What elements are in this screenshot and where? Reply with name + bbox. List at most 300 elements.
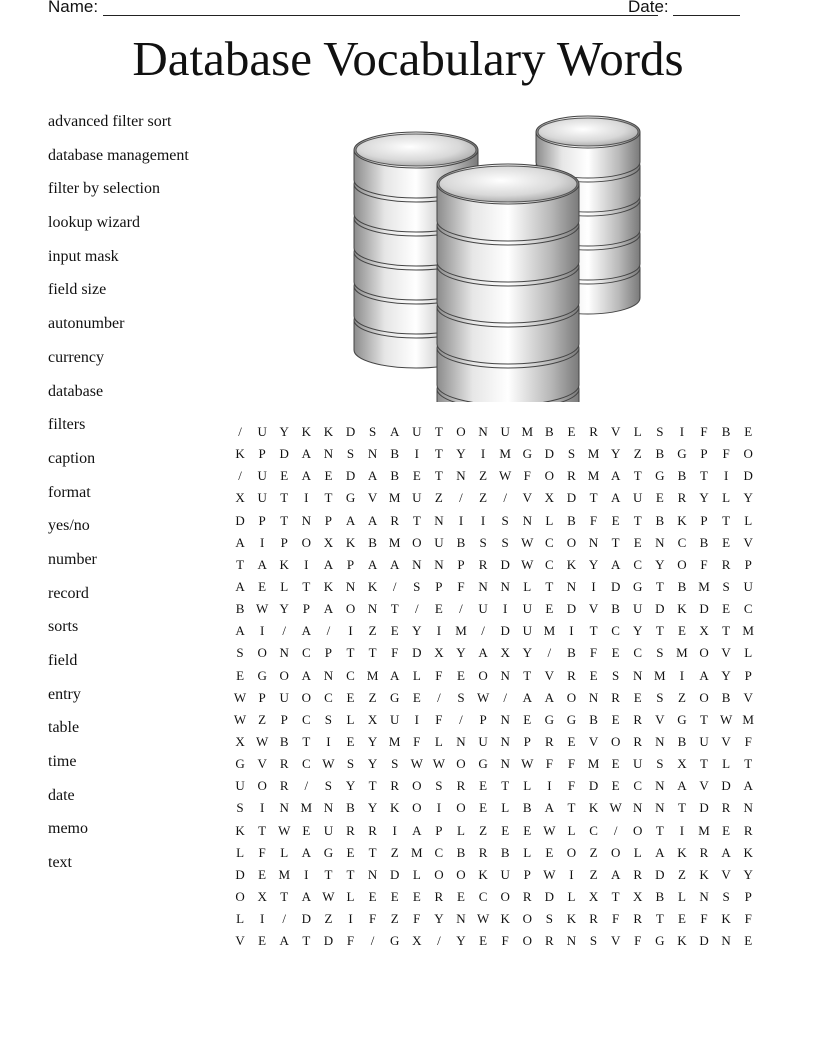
- grid-cell: A: [323, 601, 334, 617]
- grid-cell: W: [521, 556, 534, 572]
- grid-cell: N: [500, 667, 510, 683]
- word-list-item: filters: [48, 416, 86, 434]
- grid-cell: W: [609, 800, 622, 816]
- grid-cell: Z: [479, 822, 488, 838]
- grid-cell: /: [304, 778, 309, 794]
- grid-cell: O: [522, 911, 532, 927]
- grid-cell: O: [743, 446, 753, 462]
- grid-row: [229, 886, 759, 908]
- grid-cell: O: [412, 534, 422, 550]
- word-list-item: record: [48, 584, 89, 602]
- grid-cell: G: [323, 844, 334, 860]
- grid-cell: W: [322, 889, 335, 905]
- grid-cell: T: [258, 822, 267, 838]
- grid-cell: D: [699, 601, 709, 617]
- grid-cell: K: [677, 933, 687, 949]
- grid-cell: G: [390, 933, 400, 949]
- grid-cell: V: [588, 601, 599, 617]
- grid-cell: I: [679, 822, 685, 838]
- grid-cell: A: [257, 556, 267, 572]
- grid-cell: M: [455, 623, 467, 639]
- grid-cell: E: [567, 424, 576, 440]
- grid-cell: F: [435, 711, 443, 727]
- grid-cell: O: [279, 667, 289, 683]
- grid-cell: /: [238, 424, 242, 440]
- grid-cell: K: [566, 556, 577, 572]
- grid-cell: W: [256, 601, 269, 617]
- grid-cell: N: [323, 446, 334, 462]
- grid-cell: L: [346, 889, 355, 905]
- grid-cell: R: [721, 556, 731, 572]
- grid-cell: C: [611, 623, 620, 639]
- grid-cell: E: [655, 490, 664, 506]
- grid-cell: N: [633, 800, 643, 816]
- grid-cell: B: [699, 534, 709, 550]
- word-list-item: database management: [48, 146, 189, 164]
- grid-cell: N: [699, 889, 709, 905]
- grid-cell: F: [722, 446, 730, 462]
- grid-cell: D: [610, 579, 621, 595]
- grid-cell: L: [236, 911, 245, 927]
- grid-cell: W: [278, 822, 291, 838]
- grid-cell: C: [743, 601, 753, 617]
- grid-cell: F: [700, 911, 708, 927]
- grid-cell: Y: [412, 623, 422, 639]
- grid-row: [229, 642, 759, 664]
- grid-cell: E: [744, 424, 753, 440]
- grid-cell: /: [503, 689, 507, 705]
- grid-cell: B: [567, 645, 576, 661]
- grid-cell: X: [257, 889, 267, 905]
- grid-row: [229, 797, 759, 819]
- grid-row: [229, 510, 759, 532]
- grid-cell: G: [235, 756, 245, 772]
- grid-cell: M: [388, 734, 401, 750]
- grid-cell: E: [434, 601, 443, 617]
- grid-cell: E: [258, 866, 267, 882]
- grid-cell: I: [414, 711, 419, 727]
- grid-cell: T: [523, 667, 532, 683]
- word-list-item: table: [48, 719, 80, 737]
- grid-cell: B: [589, 711, 598, 727]
- grid-cell: D: [412, 645, 422, 661]
- grid-cell: K: [500, 911, 510, 927]
- grid-cell: L: [567, 889, 576, 905]
- grid-cell: L: [523, 778, 532, 794]
- grid-cell: X: [412, 933, 422, 949]
- grid-cell: W: [476, 689, 490, 705]
- grid-cell: O: [257, 778, 267, 794]
- grid-cell: X: [544, 490, 555, 506]
- grid-cell: T: [655, 579, 664, 595]
- grid-cell: F: [346, 933, 355, 949]
- grid-cell: /: [437, 689, 441, 705]
- grid-cell: U: [633, 756, 643, 772]
- grid-cell: D: [500, 556, 510, 572]
- grid-cell: A: [367, 468, 378, 484]
- grid-cell: T: [655, 623, 664, 639]
- grid-cell: E: [258, 579, 267, 595]
- grid-cell: M: [742, 623, 754, 639]
- grid-cell: Z: [479, 468, 488, 484]
- grid-cell: B: [500, 844, 510, 860]
- grid-cell: L: [280, 579, 289, 595]
- grid-cell: K: [677, 512, 687, 528]
- grid-cell: N: [522, 512, 532, 528]
- grid-cell: U: [633, 601, 643, 617]
- grid-cell: O: [434, 866, 444, 882]
- grid-cell: P: [700, 446, 708, 462]
- grid-cell: P: [523, 734, 531, 750]
- grid-cell: N: [434, 556, 444, 572]
- grid-cell: X: [633, 889, 643, 905]
- grid-cell: E: [457, 889, 465, 905]
- grid-cell: A: [390, 424, 400, 440]
- grid-cell: X: [323, 534, 334, 550]
- grid-cell: O: [301, 534, 312, 550]
- grid-cell: R: [633, 711, 643, 727]
- grid-cell: M: [300, 800, 313, 816]
- grid-cell: F: [501, 933, 509, 949]
- grid-cell: /: [613, 822, 618, 838]
- grid-cell: G: [544, 711, 555, 727]
- grid-cell: F: [413, 734, 421, 750]
- grid-cell: T: [744, 756, 753, 772]
- grid-cell: M: [742, 711, 754, 727]
- grid-cell: E: [567, 734, 576, 750]
- grid-cell: N: [323, 800, 334, 816]
- grid-cell: Y: [279, 601, 289, 617]
- grid-cell: B: [655, 446, 665, 462]
- grid-cell: N: [367, 866, 378, 882]
- grid-cell: E: [633, 534, 642, 550]
- grid-cell: G: [677, 711, 687, 727]
- grid-cell: T: [280, 490, 289, 506]
- grid-cell: D: [345, 424, 356, 440]
- grid-cell: U: [522, 601, 532, 617]
- grid-cell: C: [589, 822, 598, 838]
- grid-cell: R: [589, 424, 598, 440]
- grid-cell: F: [545, 756, 553, 772]
- grid-cell: P: [479, 711, 487, 727]
- grid-cell: I: [547, 778, 552, 794]
- date-line: [673, 15, 740, 16]
- grid-cell: K: [721, 911, 731, 927]
- grid-cell: N: [434, 512, 444, 528]
- grid-row: [229, 554, 759, 576]
- grid-cell: F: [589, 645, 598, 661]
- grid-cell: /: [326, 623, 331, 639]
- grid-cell: D: [544, 446, 555, 462]
- grid-cell: X: [677, 756, 687, 772]
- grid-cell: T: [700, 711, 708, 727]
- grid-cell: O: [633, 822, 643, 838]
- grid-cell: M: [654, 667, 666, 683]
- grid-cell: N: [655, 778, 665, 794]
- grid-cell: P: [280, 534, 288, 550]
- grid-cell: G: [633, 579, 643, 595]
- grid-cell: R: [346, 822, 355, 838]
- grid-cell: M: [278, 866, 291, 882]
- grid-cell: U: [478, 734, 488, 750]
- grid-cell: B: [655, 512, 665, 528]
- grid-cell: S: [656, 424, 664, 440]
- grid-cell: F: [567, 756, 576, 772]
- grid-cell: P: [324, 512, 333, 528]
- grid-cell: C: [633, 556, 643, 572]
- grid-cell: M: [388, 490, 401, 506]
- grid-cell: N: [456, 468, 466, 484]
- grid-cell: R: [721, 800, 731, 816]
- grid-cell: P: [744, 889, 752, 905]
- grid-cell: L: [412, 667, 421, 683]
- grid-cell: P: [744, 556, 752, 572]
- grid-cell: W: [410, 756, 423, 772]
- grid-cell: E: [302, 822, 311, 838]
- grid-cell: W: [499, 468, 512, 484]
- grid-cell: S: [656, 756, 664, 772]
- grid-cell: O: [478, 667, 488, 683]
- grid-cell: T: [722, 623, 731, 639]
- grid-cell: L: [412, 866, 421, 882]
- grid-cell: O: [610, 734, 621, 750]
- grid-cell: D: [566, 490, 577, 506]
- grid-cell: /: [459, 490, 463, 506]
- grid-cell: K: [699, 866, 709, 882]
- grid-cell: O: [235, 889, 245, 905]
- grid-cell: W: [521, 756, 534, 772]
- grid-cell: E: [412, 689, 421, 705]
- grid-cell: A: [610, 490, 621, 506]
- grid-cell: G: [478, 756, 488, 772]
- grid-cell: S: [501, 534, 509, 550]
- grid-cell: Z: [390, 911, 399, 927]
- grid-cell: S: [656, 689, 664, 705]
- grid-cell: E: [457, 667, 465, 683]
- grid-cell: F: [744, 911, 752, 927]
- grid-cell: Y: [456, 446, 466, 462]
- grid-cell: N: [345, 579, 356, 595]
- grid-cell: A: [743, 778, 753, 794]
- grid-cell: B: [279, 734, 289, 750]
- grid-cell: N: [279, 645, 289, 661]
- grid-cell: M: [698, 822, 710, 838]
- grid-cell: L: [545, 512, 554, 528]
- grid-cell: L: [722, 756, 731, 772]
- grid-cell: N: [721, 933, 731, 949]
- word-list-item: time: [48, 753, 77, 771]
- grid-cell: P: [346, 556, 355, 572]
- grid-cell: E: [280, 468, 289, 484]
- grid-cell: B: [677, 468, 687, 484]
- grid-cell: C: [633, 645, 643, 661]
- grid-cell: O: [412, 800, 422, 816]
- grid-cell: T: [633, 468, 642, 484]
- grid-cell: O: [301, 689, 312, 705]
- grid-cell: /: [459, 601, 463, 617]
- grid-cell: F: [700, 556, 708, 572]
- grid-cell: R: [589, 911, 598, 927]
- grid-cell: T: [236, 556, 245, 572]
- grid-cell: X: [699, 623, 709, 639]
- disk-top: [538, 118, 638, 146]
- grid-cell: G: [390, 689, 400, 705]
- word-list-item: filter by selection: [48, 180, 160, 198]
- grid-cell: C: [346, 667, 355, 683]
- grid-cell: N: [588, 689, 599, 705]
- grid-row: [229, 532, 759, 554]
- grid-cell: O: [566, 534, 577, 550]
- grid-cell: W: [543, 822, 556, 838]
- grid-cell: N: [301, 512, 312, 528]
- grid-cell: F: [435, 667, 443, 683]
- grid-cell: R: [633, 866, 643, 882]
- grid-cell: W: [233, 711, 247, 727]
- grid-cell: A: [301, 623, 312, 639]
- grid-cell: U: [633, 490, 643, 506]
- word-list-item: field: [48, 652, 78, 669]
- grid-cell: D: [721, 778, 731, 794]
- grid-cell: S: [435, 778, 443, 794]
- grid-cell: V: [544, 667, 555, 683]
- grid-cell: Y: [655, 556, 665, 572]
- grid-cell: C: [324, 689, 333, 705]
- database-stack-icon: [350, 110, 650, 402]
- grid-cell: U: [500, 424, 510, 440]
- grid-cell: A: [412, 822, 422, 838]
- grid-cell: R: [478, 844, 488, 860]
- grid-cell: E: [258, 933, 267, 949]
- grid-cell: T: [368, 844, 377, 860]
- grid-cell: T: [589, 623, 598, 639]
- grid-cell: R: [743, 822, 753, 838]
- grid-cell: U: [279, 689, 289, 705]
- grid-cell: Y: [699, 490, 709, 506]
- grid-cell: V: [721, 734, 731, 750]
- grid-cell: E: [501, 822, 510, 838]
- grid-cell: M: [543, 623, 556, 639]
- grid-cell: L: [633, 844, 642, 860]
- grid-cell: R: [567, 667, 576, 683]
- grid-cell: X: [434, 645, 444, 661]
- grid-cell: L: [434, 734, 443, 750]
- grid-cell: I: [259, 534, 265, 550]
- grid-cell: G: [522, 446, 532, 462]
- grid-cell: V: [655, 711, 665, 727]
- grid-row: [229, 842, 759, 864]
- grid-cell: K: [478, 866, 488, 882]
- grid-cell: S: [368, 424, 377, 440]
- grid-cell: T: [302, 933, 311, 949]
- grid-cell: S: [545, 911, 553, 927]
- grid-cell: M: [676, 645, 688, 661]
- grid-cell: K: [279, 556, 289, 572]
- grid-cell: C: [301, 711, 311, 727]
- grid-cell: B: [721, 689, 731, 705]
- grid-row: [229, 731, 759, 753]
- grid-row: [229, 598, 759, 620]
- grid-row: [229, 775, 759, 797]
- grid-cell: N: [655, 800, 665, 816]
- grid-cell: V: [699, 778, 709, 794]
- grid-cell: A: [301, 889, 312, 905]
- grid-cell: V: [588, 734, 599, 750]
- grid-cell: T: [280, 512, 289, 528]
- grid-row: [229, 930, 759, 952]
- grid-cell: T: [324, 490, 333, 506]
- word-list-item: field size: [48, 281, 107, 299]
- grid-cell: G: [566, 711, 577, 727]
- grid-cell: P: [258, 689, 266, 705]
- grid-cell: T: [700, 756, 708, 772]
- grid-cell: X: [500, 645, 510, 661]
- grid-cell: O: [456, 800, 466, 816]
- grid-cell: E: [368, 889, 377, 905]
- grid-cell: N: [456, 911, 466, 927]
- grid-cell: E: [390, 623, 399, 639]
- grid-cell: A: [235, 623, 245, 639]
- grid-cell: D: [699, 800, 709, 816]
- grid-cell: Y: [610, 446, 621, 462]
- grid-cell: T: [302, 734, 311, 750]
- grid-cell: /: [503, 490, 507, 506]
- grid-cell: E: [722, 534, 731, 550]
- grid-cell: E: [236, 667, 245, 683]
- grid-cell: O: [677, 556, 687, 572]
- grid-cell: N: [588, 534, 599, 550]
- grid-cell: B: [677, 579, 687, 595]
- grid-cell: K: [301, 424, 312, 440]
- grid-cell: Z: [589, 866, 598, 882]
- grid-cell: E: [611, 645, 620, 661]
- grid-cell: Y: [345, 778, 356, 794]
- grid-cell: S: [722, 579, 730, 595]
- grid-cell: Z: [589, 844, 598, 860]
- grid-row: [229, 820, 759, 842]
- grid-cell: K: [677, 601, 687, 617]
- grid-cell: U: [434, 534, 444, 550]
- word-list-item: currency: [48, 348, 104, 366]
- grid-cell: R: [478, 556, 488, 572]
- grid-cell: I: [503, 601, 508, 617]
- grid-cell: U: [478, 601, 488, 617]
- grid-cell: Y: [367, 800, 378, 816]
- grid-cell: X: [588, 889, 599, 905]
- grid-cell: T: [434, 446, 443, 462]
- grid-cell: P: [523, 866, 531, 882]
- grid-cell: O: [566, 844, 577, 860]
- grid-cell: L: [567, 822, 576, 838]
- grid-cell: V: [257, 756, 267, 772]
- grid-row: [229, 576, 759, 598]
- grid-cell: V: [235, 933, 245, 949]
- grid-cell: T: [368, 645, 377, 661]
- grid-cell: M: [388, 534, 401, 550]
- word-list-item: caption: [48, 449, 96, 467]
- grid-cell: F: [589, 512, 598, 528]
- grid-cell: Y: [721, 667, 731, 683]
- grid-cell: S: [413, 579, 421, 595]
- grid-cell: T: [346, 866, 355, 882]
- grid-cell: I: [679, 667, 685, 683]
- grid-row: [229, 465, 759, 487]
- grid-cell: T: [280, 889, 289, 905]
- grid-cell: T: [368, 778, 377, 794]
- grid-cell: S: [567, 446, 576, 462]
- grid-cell: N: [566, 579, 577, 595]
- grid-row: [229, 864, 759, 886]
- grid-cell: Z: [368, 689, 377, 705]
